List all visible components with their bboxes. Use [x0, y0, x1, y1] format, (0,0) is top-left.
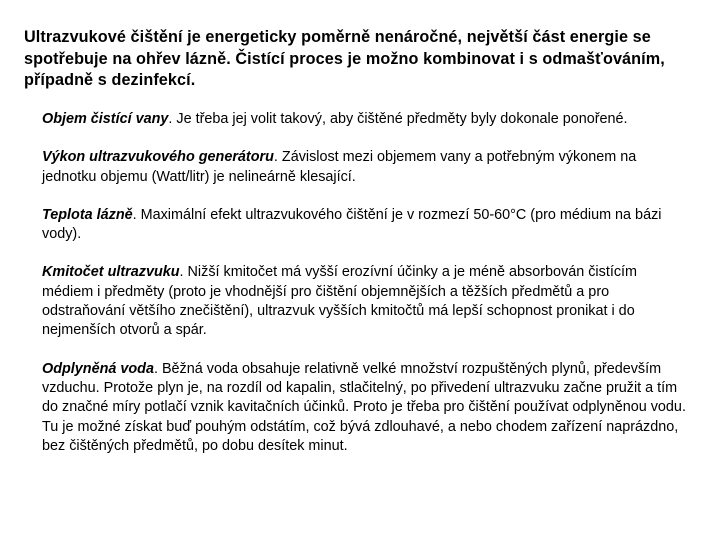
item-text: . Běžná voda obsahuje relativně velké množství rozpuštěných plynů, především vzduchu. Protože plyn je, na rozdíl od kapalin, stlačitelný, po přivedení ultrazvuku začne pružit a tím do značné míry potlačí vznik kavitačních účinků. Proto je třeba pro čištění používat odplyněnou vodu. Tu je možné získat buď pouhým odstátím, což bývá zdlouhavé, a nebo chodem zařízení naprázdno, bez čištěných předmětů, po dobu desítek minut.: [42, 360, 686, 454]
item-term: Výkon ultrazvukového generátoru: [42, 149, 274, 166]
list-item: [42, 263, 692, 340]
list-item: [42, 110, 692, 129]
item-text: . Maximální efekt ultrazvukového čištění je v rozmezí 50-60°C (pro médium na bázi vody).: [42, 206, 662, 243]
item-text: . Závislost mezi objemem vany a potřebným výkonem na jednotku objemu (Watt/litr) je nelineárně klesající.: [42, 149, 637, 185]
parameter-list: [42, 110, 692, 475]
item-term: Objem čistící vany: [42, 111, 169, 127]
item-text: . Nižší kmitočet má vyšší erozívní účinky a je méně absorbován čistícím médiem i předměty (proto je vhodnější pro čištění objemnějších a těžších předmětů a pro odstraňování většího znečištění), ultrazvuk vyšších kmitočtů má lepší schopnost pronikat i do nejmenších otvorů a spár.: [42, 264, 638, 339]
list-item: [42, 148, 692, 187]
list-item: [42, 206, 692, 245]
intro-paragraph: Ultrazvukové čištění je energeticky poměrně nenáročné, největší část energie se spotřebuje na ohřev lázně. Čistící proces je možno kombinovat i s odmašťováním, případně s dezinfekcí.: [24, 28, 665, 89]
item-text: . Je třeba jej volit takový, aby čištěné předměty byly dokonale ponořené.: [168, 111, 628, 127]
list-item: [42, 360, 692, 456]
item-term: Teplota lázně: [42, 206, 133, 223]
item-term: Odplyněná voda: [42, 360, 154, 377]
item-term: Kmitočet ultrazvuku: [42, 264, 180, 281]
